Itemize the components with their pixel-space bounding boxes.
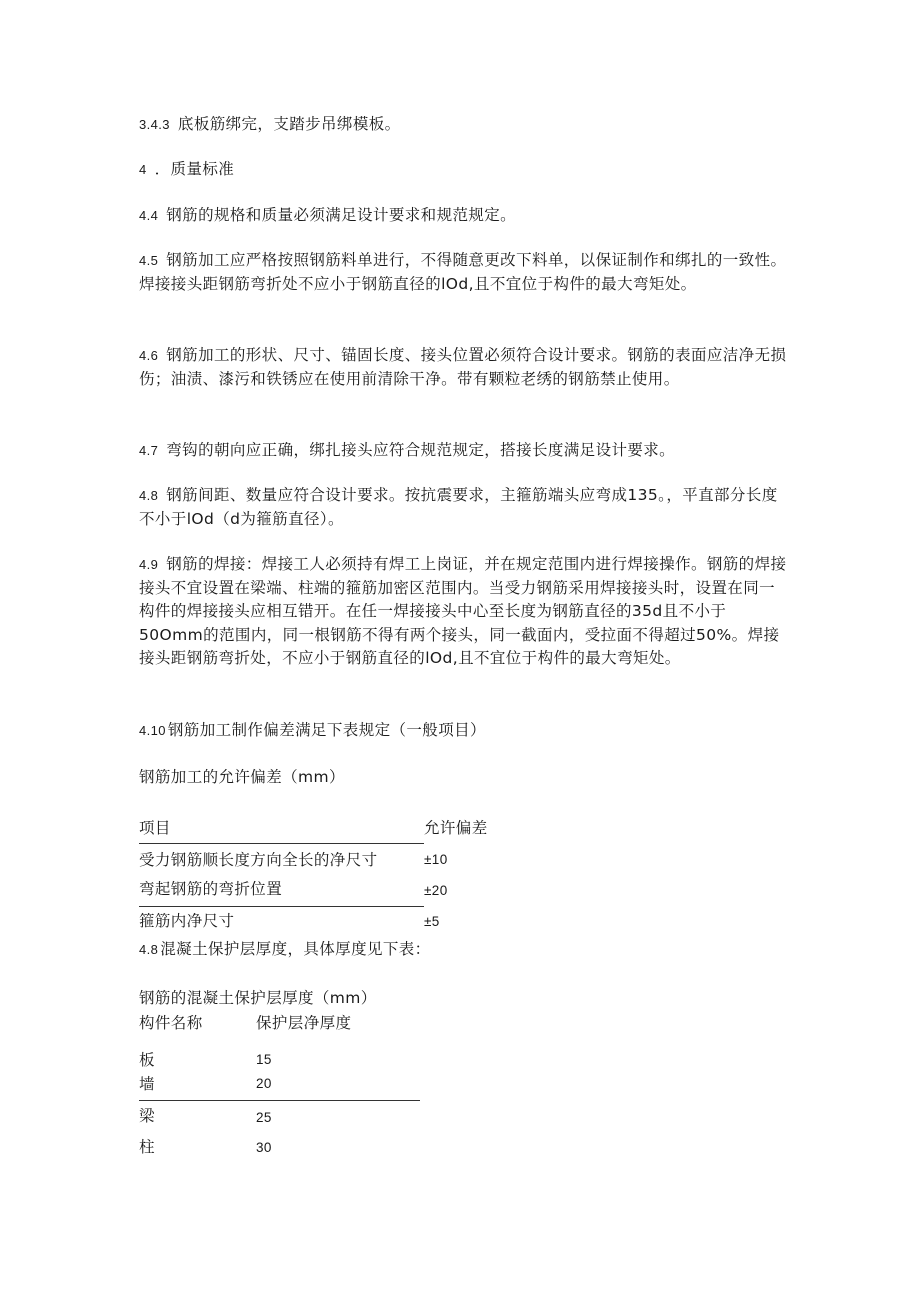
table2-row-thickness: 15 [256,1052,272,1067]
paragraph-4-9 [139,553,789,671]
table1-row-item: 弯起钢筋的弯折位置 [139,880,283,898]
table2-header-thickness: 保护层净厚度 [256,1014,352,1032]
table2-row-member: 板 [139,1051,155,1069]
table2-row-member: 梁 [139,1107,155,1125]
table1-header-tolerance: 允许偏差 [424,819,488,837]
paragraph-number: 4.8 [139,942,159,957]
table2-row-thickness: 20 [256,1076,272,1091]
table2-row-rule [139,1100,420,1101]
table2-row-member: 墙 [139,1075,155,1093]
paragraph-text: 钢筋的规格和质量必须满足设计要求和规范规定。 [166,206,517,224]
table1-row-item: 受力钢筋顺长度方向全长的净尺寸 [139,851,378,869]
paragraph-4-5 [139,249,789,296]
paragraph-number: 4.4 [139,208,159,223]
paragraph-number: 4.5 [139,253,159,268]
paragraph-4-8 [139,484,789,531]
paragraph-number: 4.7 [139,443,159,458]
paragraph-4-4 [139,204,789,228]
paragraph-number: 4.8 [139,488,159,503]
table1-caption: 钢筋加工的允许偏差（mm） [139,768,345,786]
paragraph-text: 钢筋加工的形状、尺寸、锚固长度、接头位置必须符合设计要求。钢筋的表面应洁净无损伤；油渍、漆污和铁锈应在使用前清除干净。带有颗粒老绣的钢筋禁止使用。 [139,346,787,388]
table1-row-rule [139,906,424,907]
paragraph-text: 钢筋加工制作偏差满足下表规定（一般项目） [167,721,486,739]
section-heading-quality-standard [139,158,789,182]
table2-row-thickness: 30 [256,1140,272,1155]
table2-caption: 钢筋的混凝土保护层厚度（mm） [139,989,377,1007]
paragraph-text: 混凝土保护层厚度，具体厚度见下表： [160,940,431,958]
paragraph-3-4-3 [139,113,789,137]
table1-header-item: 项目 [139,819,171,837]
paragraph-text: 底板筋绑完，支踏步吊绑模板。 [177,115,401,133]
paragraph-4-8-concrete-cover [139,938,789,962]
paragraph-text: 钢筋加工应严格按照钢筋料单进行，不得随意更改下料单，以保证制作和绑扎的一致性。焊接接头距钢筋弯折处不应小于钢筋直径的lOd,且不宜位于构件的最大弯矩处。 [139,251,787,293]
table2-header-member: 构件名称 [139,1014,203,1032]
paragraph-4-7 [139,439,789,463]
table1-header-rule [139,843,424,844]
paragraph-text: 钢筋的焊接：焊接工人必须持有焊工上岗证，并在规定范围内进行焊接操作。钢筋的焊接接头不宜设置在梁端、柱端的箍筋加密区范围内。当受力钢筋采用焊接接头时，设置在同一构件的焊接接头应相互错开。在任一焊接接头中心至长度为钢筋直径的35d且不小于50Omm的范围内，同一根钢筋不得有两个接头，同一截面内，受拉面不得超过50%。焊接接头距钢筋弯折处，不应小于钢筋直径的lOd,且不宜位于构件的最大弯矩处。 [139,555,787,667]
paragraph-4-10 [139,719,789,743]
paragraph-4-6 [139,344,789,391]
table1-row-tolerance: ±20 [424,883,448,898]
table2-row-thickness: 25 [256,1110,272,1125]
paragraph-number: 4.9 [139,557,159,572]
section-number: 4 [139,162,147,177]
paragraph-number: 4.10 [139,723,166,738]
table1-row-item: 箍筋内净尺寸 [139,912,235,930]
table1-row-tolerance: ±5 [424,914,440,929]
table1-row-tolerance: ±10 [424,852,448,867]
paragraph-text: 弯钩的朝向应正确，绑扎接头应符合规范规定，搭接长度满足设计要求。 [166,441,676,459]
paragraph-number: 3.4.3 [139,117,170,132]
paragraph-text: 钢筋间距、数量应符合设计要求。按抗震要求，主箍筋端头应弯成135。，平直部分长度不小于lOd（d为箍筋直径）。 [139,486,778,528]
table2-row-member: 柱 [139,1138,155,1156]
section-title: ．质量标准 [154,160,235,178]
paragraph-number: 4.6 [139,348,159,363]
